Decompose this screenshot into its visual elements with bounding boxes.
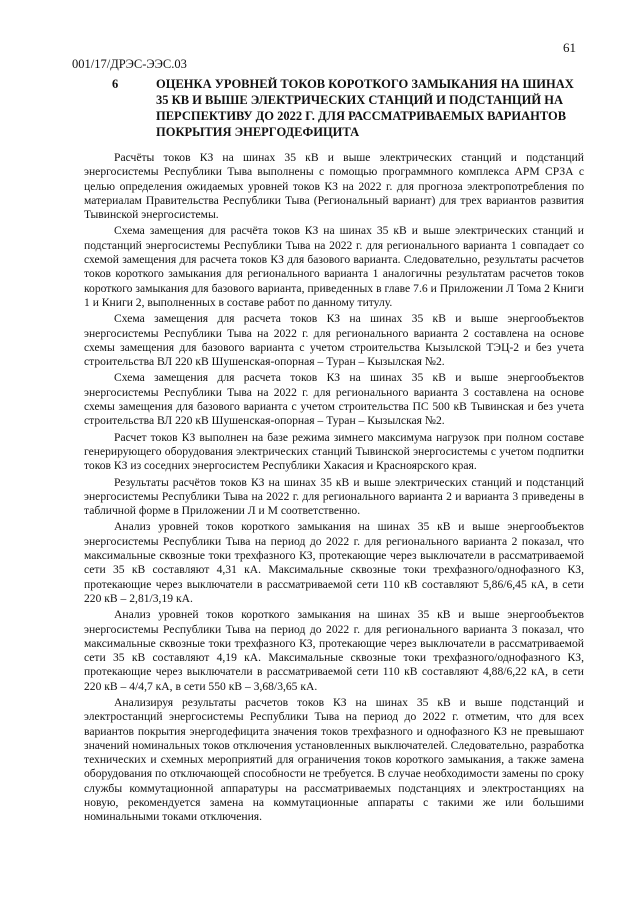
section-number: 6	[112, 77, 119, 91]
paragraph: Схема замещения для расчёта токов КЗ на шинах 35 кВ и выше электрических станций и подстанций энергосистемы Республики Тыва на 2022 г. для регионального варианта 1 совпадает со схемой замещения для расчета токов КЗ для базового варианта. Следовательно, результаты расчетов токов короткого замыкания для регионального варианта 1 аналогичны результатам расчетов токов короткого замыкания для базового варианта, приведенных в главе 7.6 и Приложении Л Тома 2 Книги 1 и Книги 2, выполненных в составе работ по данному титулу.	[84, 224, 584, 309]
paragraph: Схема замещения для расчета токов КЗ на шинах 35 кВ и выше энергообъектов энергосистемы Республики Тыва на 2022 г. для регионального варианта 3 составлена на основе схемы замещения для базового варианта с учетом строительства ПС 500 кВ Тывинская и без учета строительства ВЛ 220 кВ Шушенская-опорная – Туран – Кызылская №2.	[84, 371, 584, 428]
document-code: 001/17/ДРЭС-ЭЭС.03	[72, 57, 187, 71]
paragraph: Результаты расчётов токов КЗ на шинах 35 кВ и выше электрических станций и подстанций энергосистемы Республики Тыва на 2022 г. для регионального варианта 2 и варианта 3 приведены в табличной форме в Приложении Л и М соответственно.	[84, 475, 584, 518]
paragraph: Анализ уровней токов короткого замыкания на шинах 35 кВ и выше энергообъектов энергосистемы Республики Тыва на период до 2022 г. для регионального варианта 3 показал, что максимальные сквозные токи трехфазного КЗ, протекающие через выключатели в рассматриваемой сети 35 кВ составляют 4,19 кА. Максимальные сквозные токи трехфазного/однофазного КЗ, протекающие через выключатели в рассматриваемой сети 110 кВ составляют 4,88/6,22 кА, в сети 220 кВ – 4/4,7 кА, в сети 550 кВ – 3,68/3,65 кА.	[84, 608, 584, 693]
paragraph: Анализируя результаты расчетов токов КЗ на шинах 35 кВ и выше подстанций и электростанций энергосистемы Республики Тыва на период до 2022 г. отметим, что для всех вариантов покрытия энергодефицита значения токов трехфазного и однофазного КЗ не превышают значений номинальных токов отключения установленных выключателей. Следовательно, разработка технических и схемных мероприятий для ограничения токов короткого замыкания, а также замена оборудования по отключающей способности не требуется. В случае необходимости замены по сроку службы коммутационной аппаратуры на рассматриваемых подстанциях и электростанциях на новую, рекомендуется замена на коммутационные аппараты с такими же или большими номинальными токами отключения.	[84, 695, 584, 824]
paragraph: Расчёты токов КЗ на шинах 35 кВ и выше электрических станций и подстанций энергосистемы Республики Тыва выполнены с помощью программного комплекса АРМ СРЗА с целью определения ожидаемых уровней токов КЗ на 2022 г. для прогноза электропотребления по материалам Правительства Республики Тыва (Региональный вариант) для трех вариантов развития Тывинской энергосистемы.	[84, 151, 584, 222]
paragraph: Анализ уровней токов короткого замыкания на шинах 35 кВ и выше энергообъектов энергосистемы Республики Тыва на период до 2022 г. для регионального варианта 2 показал, что максимальные сквозные токи трехфазного КЗ, протекающие через выключатели в рассматриваемой сети 35 кВ составляют 4,31 кА. Максимальные сквозные токи трехфазного/однофазного КЗ, протекающие через выключатели в рассматриваемой сети 110 кВ составляют 5,86/6,45 кА, в сети 220 кВ – 2,81/3,19 кА.	[84, 520, 584, 605]
body-text	[84, 151, 584, 825]
section-title: ОЦЕНКА УРОВНЕЙ ТОКОВ КОРОТКОГО ЗАМЫКАНИЯ НА ШИНАХ 35 КВ И ВЫШЕ ЭЛЕКТРИЧЕСКИХ СТАНЦИЙ И ПОДСТАНЦИЙ НА ПЕРСПЕКТИВУ ДО 2022 Г. ДЛЯ РАССМАТРИВАЕМЫХ ВАРИАНТОВ ПОКРЫТИЯ ЭНЕРГОДЕФИЦИТА	[156, 77, 574, 139]
section-header	[112, 76, 582, 140]
page-number: 61	[563, 40, 576, 55]
paragraph: Схема замещения для расчета токов КЗ на шинах 35 кВ и выше энергообъектов энергосистемы Республики Тыва на 2022 г. для регионального варианта 2 составлена на основе схемы замещения для базового варианта с учетом строительства Кызылской ТЭЦ-2 и без учета строительства ВЛ 220 кВ Шушенская-опорная – Туран – Кызылская №2.	[84, 312, 584, 369]
paragraph: Расчет токов КЗ выполнен на базе режима зимнего максимума нагрузок при полном составе генерирующего оборудования электрических станций Тывинской энергосистемы с учетом подпитки токов КЗ из соседних энергосистем Республики Хакасия и Красноярского края.	[84, 430, 584, 473]
